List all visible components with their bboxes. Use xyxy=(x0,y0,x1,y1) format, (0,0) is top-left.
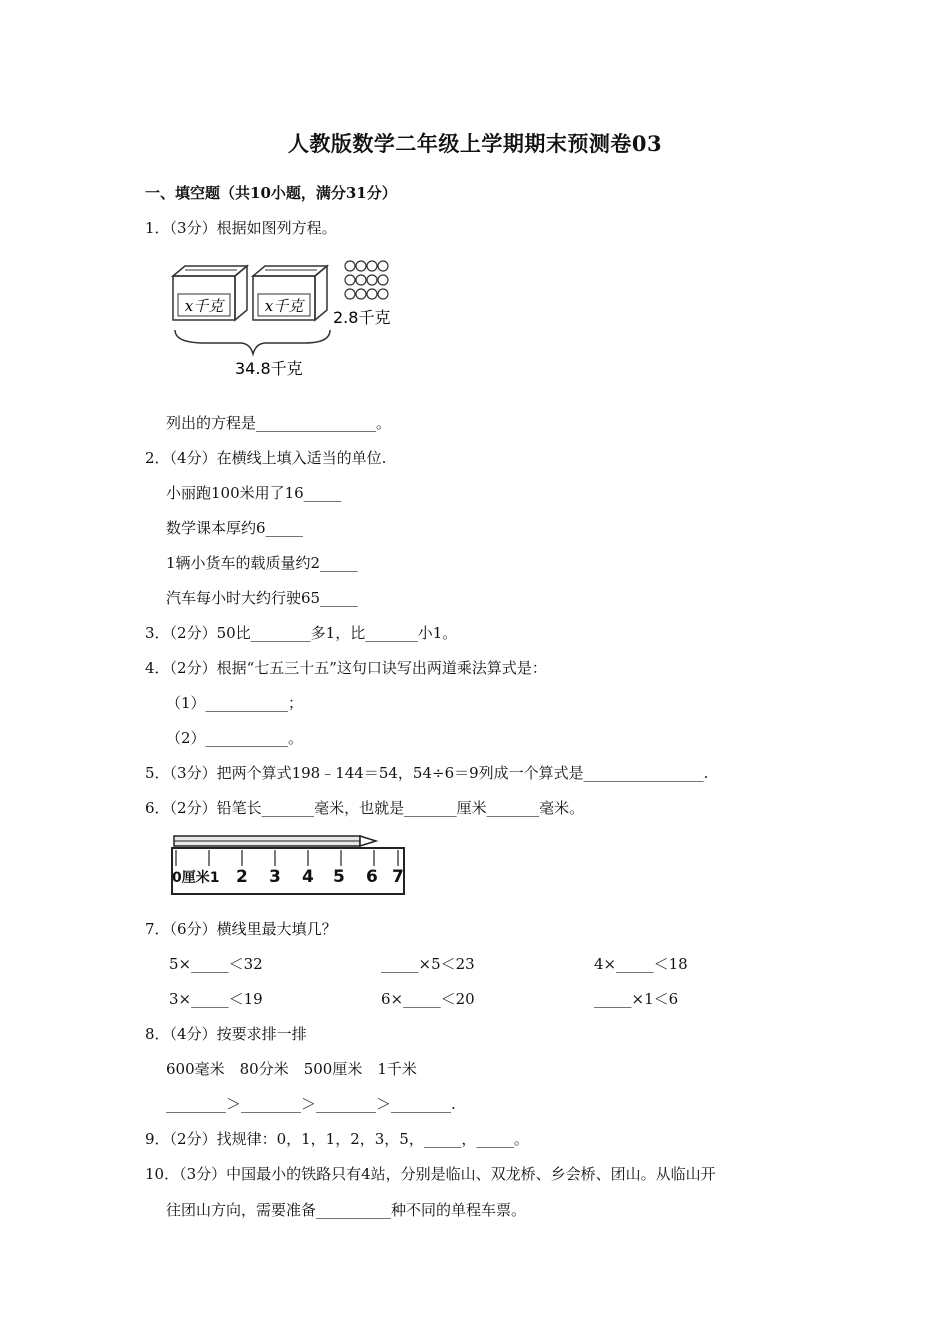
ruler-figure xyxy=(170,832,420,900)
ruler-label-4: 4 xyxy=(302,867,314,887)
ruler-label-2: 2 xyxy=(236,867,248,887)
question-7-item-1: 5×_____＜32 xyxy=(169,955,263,973)
box-2 xyxy=(253,266,327,320)
box-1 xyxy=(173,266,247,320)
question-7-item-3: 4×_____＜18 xyxy=(594,955,688,973)
question-6-stem: 6．（2分）铅笔长_______毫米，也就是_______厘米_______毫米。 xyxy=(145,799,585,817)
question-8-answer: ________＞________＞________＞________. xyxy=(166,1095,456,1113)
question-4-line-2: （2）___________。 xyxy=(166,729,304,747)
question-2-line-2: 数学课本厚约6_____ xyxy=(166,519,304,537)
question-2-stem: 2．（4分）在横线上填入适当的单位. xyxy=(145,449,387,467)
question-2-line-4: 汽车每小时大约行驶65_____ xyxy=(166,589,358,607)
question-2-line-3: 1辆小货车的载质量约2_____ xyxy=(166,554,358,572)
question-1-answer: 列出的方程是________________。 xyxy=(166,414,392,432)
question-4-stem: 4．（2分）根据“七五三十五”这句口诀写出两道乘法算式是： xyxy=(145,659,547,677)
question-4-line-1: （1）___________； xyxy=(166,694,304,712)
question-8-stem: 8．（4分）按要求排一排 xyxy=(145,1025,307,1043)
question-10-line-1: 10．（3分）中国最小的铁路只有4站，分别是临山、双龙桥、乡会桥、团山。从临山开 xyxy=(145,1165,716,1183)
total-weight-label: 34.8千克 xyxy=(235,359,303,378)
box-1-label: x千克 xyxy=(184,297,224,315)
question-10-line-2: 往团山方向，需要准备__________种不同的单程车票。 xyxy=(166,1201,527,1219)
ruler-label-5: 5 xyxy=(333,867,345,887)
brace xyxy=(175,330,330,354)
question-3-stem: 3．（2分）50比________多1，比_______小1。 xyxy=(145,624,458,642)
question-5-stem: 5．（3分）把两个算式198﹣144＝54，54÷6＝9列成一个算式是________________. xyxy=(145,764,709,782)
question-7-item-6: _____×1＜6 xyxy=(594,990,679,1008)
apples-weight-label: 2.8千克 xyxy=(333,308,391,327)
question-7-item-4: 3×_____＜19 xyxy=(169,990,263,1008)
question-7-item-2: _____×5＜23 xyxy=(381,955,475,973)
q1-figure xyxy=(165,248,425,388)
apples xyxy=(345,261,388,299)
section-heading: 一、填空题（共10小题，满分31分） xyxy=(145,184,397,202)
pencil xyxy=(174,836,376,846)
question-7-item-5: 6×_____＜20 xyxy=(381,990,475,1008)
ruler-label-6: 6 xyxy=(366,867,378,887)
question-2-line-1: 小丽跑100米用了16_____ xyxy=(166,484,342,502)
question-1-stem: 1．（3分）根据如图列方程。 xyxy=(145,219,337,237)
ruler-label-7: 7 xyxy=(392,867,404,887)
box-2-label: x千克 xyxy=(264,297,304,315)
question-7-stem: 7．（6分）横线里最大填几？ xyxy=(145,920,337,938)
ruler-label-3: 3 xyxy=(269,867,281,887)
question-9-stem: 9．（2分）找规律：0，1，1，2，3，5，_____，_____。 xyxy=(145,1130,529,1148)
question-8-items: 600毫米 80分米 500厘米 1千米 xyxy=(166,1060,417,1078)
page-title: 人教版数学二年级上学期期末预测卷03 xyxy=(287,131,663,156)
ruler-label-1: 0厘米1 xyxy=(172,870,220,886)
